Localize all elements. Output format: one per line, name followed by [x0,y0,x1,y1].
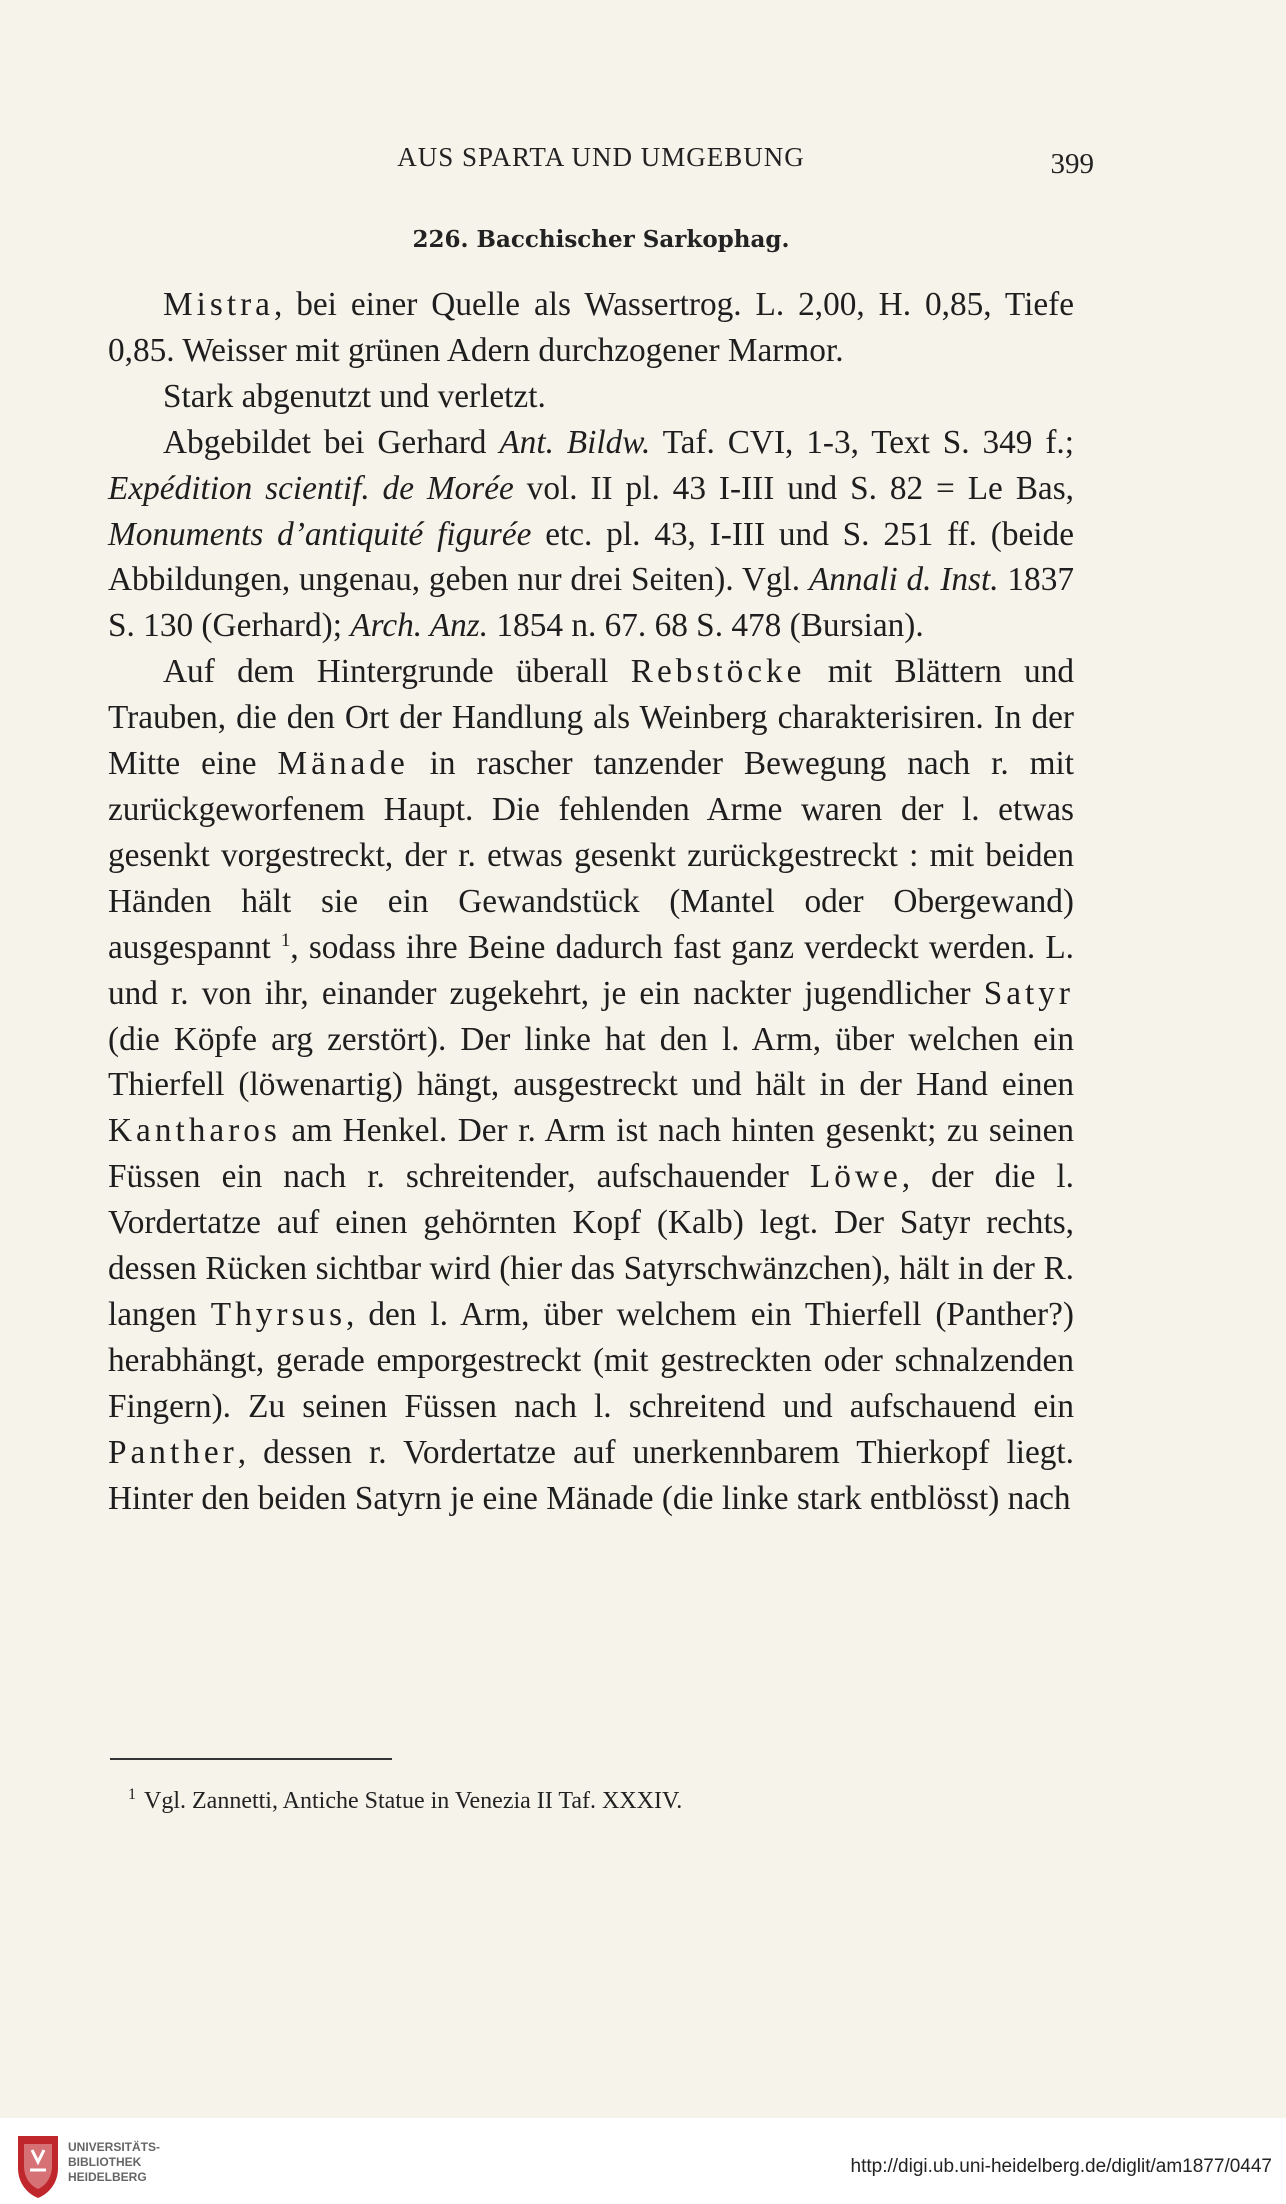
paragraph-condition: Stark abgenutzt und verletzt. [163,377,546,415]
page-header [108,142,1094,182]
section-title: 226. Bacchischer Sarkophag. [412,226,790,253]
text-run: , der die l. Vordertatze auf einen gehörnten Kopf (Kalb) legt. Der Satyr rechts, dessen Rücken sichtbar wird (hier das Satyrschwänzchen), hält in der R. langen [108,1158,1074,1333]
text-run: etc. pl. 43, I-III und S. 251 ff. (beide Abbildungen, ungenau, geben nur drei Seiten). Vgl. [108,515,1074,599]
footnote-reference: 1 [280,929,291,951]
text-run: Auf dem Hintergrunde überall [163,653,631,691]
italic-citation: Ant. Bildw. [499,423,651,461]
library-name-line: UNIVERSITÄTS- [68,2140,161,2154]
spaced-term: Rebstöcke [630,653,806,691]
paragraph-description [108,649,1074,1521]
spaced-term: Thyrsus [210,1295,347,1333]
italic-citation: Monuments d’antiquité figurée [108,515,532,553]
footnote-number: 1 [128,1786,136,1803]
spaced-term: Mistra [163,286,274,323]
footnote-text: Vgl. Zannetti, Antiche Statue in Venezia II Taf. XXXIV. [144,1788,683,1814]
text-run: (die Köpfe arg zerstört). Der linke hat den l. Arm, über welchen ein Thierfell (löwenartig) hängt, ausgestreckt und hält in der Hand einen [108,1020,1074,1104]
text-run: mit Blättern und Trauben, die den Ort der Handlung als Weinberg charakterisiren. In der Mitte eine [108,653,1075,783]
spaced-term: Mänade [277,745,409,783]
library-name-line: HEIDELBERG [68,2170,147,2184]
text-run: Abgebildet bei Gerhard [163,423,500,461]
body-text [108,282,1074,1521]
library-name [68,2140,160,2185]
viewer-footer [0,2118,1286,2204]
spaced-term: Löwe [809,1158,902,1196]
text-run: , dessen r. Vordertatze auf unerkennbarem Thierkopf liegt. Hinter den beiden Satyrn je eine Mänade (die linke stark entblösst) nach [108,1433,1074,1517]
text-run: Taf. CVI, 1-3, Text S. 349 f.; [650,423,1074,461]
text-run: , den l. Arm, über welchem ein Thierfell (Panther?) herabhängt, gerade emporgestreckt (mit gestreckten oder schnalzenden Fingern). Zu seinen Füssen nach l. schreitend und aufschauend ein [108,1295,1075,1425]
running-head: AUS SPARTA UND UMGEBUNG [397,142,805,172]
footnote [128,1786,1028,1815]
text-run: 1854 n. 67. 68 S. 478 (Bursian). [488,607,924,645]
text-run: 1837 S. 130 (Gerhard); [108,561,1074,645]
paragraph-bibliography [108,420,1074,650]
text-run: in rascher tanzender Bewegung nach r. mit zurückgeworfenem Haupt. Die fehlenden Arme waren der l. etwas gesenkt vorgestreckt, der r. etwas gesenkt zurückgestreckt : mit beiden Händen hält sie ein Gewandstück (Mantel oder Obergewand) ausgespannt [108,745,1074,966]
text-run: , bei einer Quelle als Wassertrog. L. 2,00, H. 0,85, Tiefe 0,85. Weisser mit grünen Adern durchzogener Marmor. [108,286,1074,369]
page-number: 399 [1050,148,1094,180]
footnote-rule [110,1758,392,1760]
library-name-line: BIBLIOTHEK [68,2155,142,2169]
spaced-term: Kantharos [108,1112,281,1150]
text-run: am Henkel. Der r. Arm ist nach hinten gesenkt; zu seinen Füssen ein nach r. schreitender, aufschauender [108,1112,1074,1196]
text-run: vol. II pl. 43 I-III und S. 82 = Le Bas, [513,469,1074,507]
italic-citation: Annali d. Inst. [808,561,999,599]
spaced-term: Satyr [983,974,1074,1012]
permalink-url[interactable]: http://digi.ub.uni-heidelberg.de/diglit/am1877/0447 [850,2156,1272,2177]
university-seal-icon[interactable] [12,2132,64,2200]
spaced-term: Panther [108,1433,238,1471]
italic-citation: Expédition scientif. de Morée [108,469,514,507]
text-run: , sodass ihre Beine dadurch fast ganz verdeckt werden. L. und r. von ihr, einander zugekehrt, je ein nackter jugendlicher [108,928,1074,1012]
italic-citation: Arch. Anz. [350,607,489,645]
paragraph-location [108,282,1074,374]
